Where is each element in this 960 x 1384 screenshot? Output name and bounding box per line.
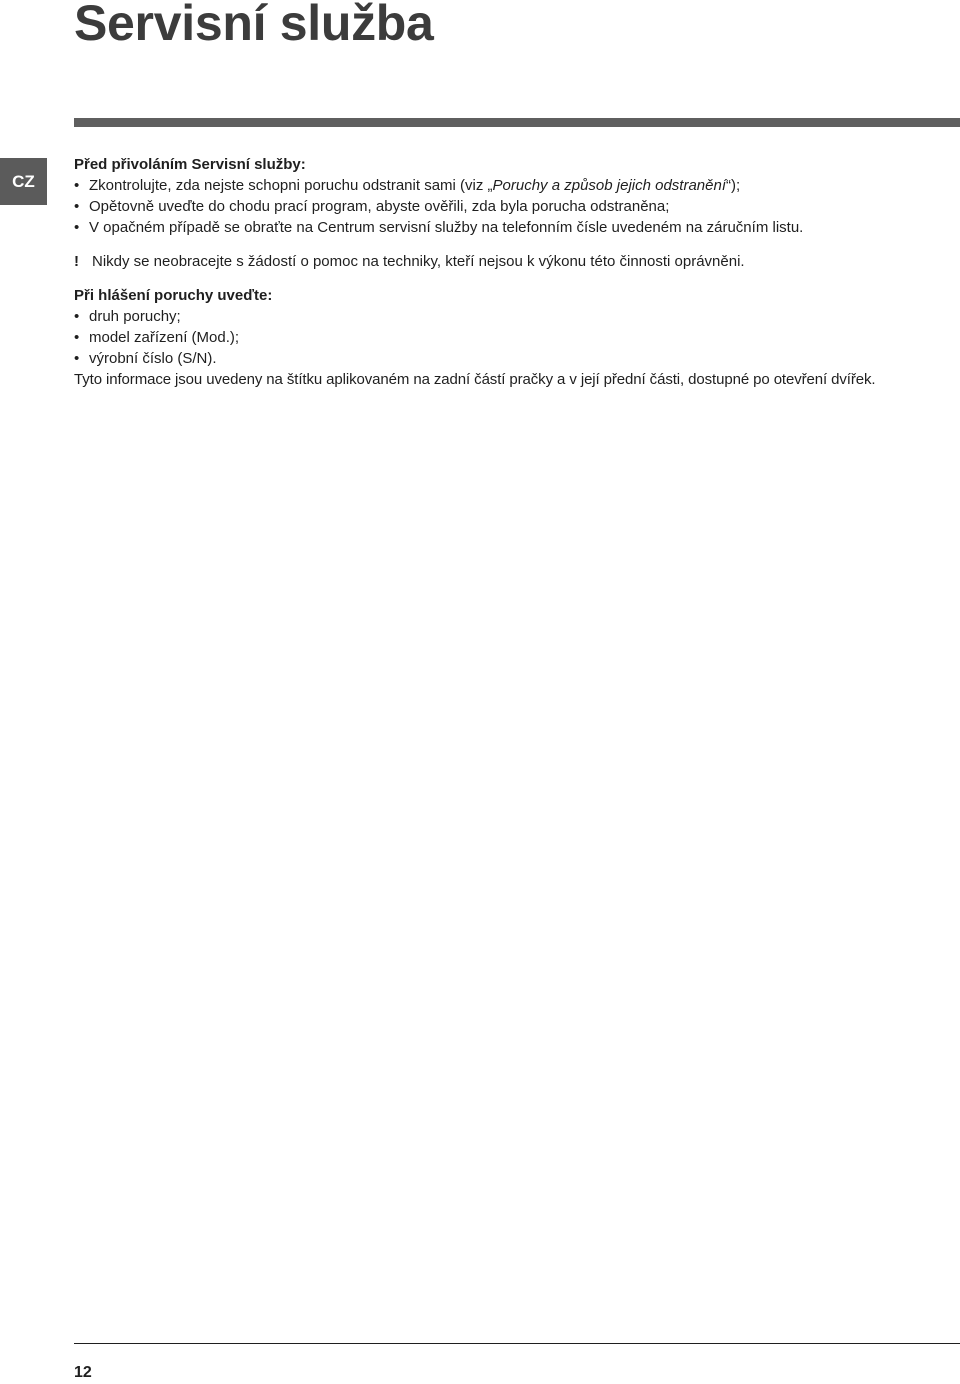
bullet-icon: • — [74, 350, 80, 367]
bullet-icon: • — [74, 308, 80, 325]
page-number: 12 — [74, 1364, 92, 1381]
list-item-text: druh poruchy; — [89, 308, 181, 325]
list-item-text: V opačném případě se obraťte na Centrum servisní služby na telefonním čísle uvedeném na záručním listu. — [89, 219, 804, 236]
report-section — [74, 285, 960, 390]
main-content — [74, 154, 960, 390]
list-item-text-end: “); — [726, 177, 741, 194]
title-divider — [74, 118, 960, 127]
footer-divider — [74, 1343, 960, 1344]
bullet-icon: • — [74, 329, 80, 346]
language-tab: CZ — [0, 158, 47, 205]
list-item-text: výrobní číslo (S/N). — [89, 350, 217, 367]
warning-note — [74, 251, 960, 272]
list-item-text: model zařízení (Mod.); — [89, 329, 240, 346]
warning-text: Nikdy se neobracejte s žádostí o pomoc na techniky, kteří nejsou k výkonu této činnosti oprávněni. — [92, 253, 745, 270]
before-call-list — [74, 175, 960, 238]
list-item — [74, 175, 960, 196]
list-item-text-start: Zkontrolujte, zda nejste schopni poruchu odstranit sami (viz „ — [89, 177, 493, 194]
exclamation-icon: ! — [74, 253, 79, 270]
list-item-text: Opětovně uveďte do chodu prací program, abyste ověřili, zda byla porucha odstraněna; — [89, 198, 670, 215]
bullet-icon: • — [74, 177, 80, 194]
label-location-note: Tyto informace jsou uvedeny na štítku aplikovaném na zadní částí pračky a v její přední části, dostupné po otevření dvířek. — [74, 371, 876, 388]
list-item — [74, 327, 960, 348]
bullet-icon: • — [74, 198, 80, 215]
list-item-reference: Poruchy a způsob jejich odstranění — [492, 177, 727, 194]
list-item — [74, 348, 960, 369]
list-item — [74, 196, 960, 217]
before-call-heading: Před přivoláním Servisní služby: — [74, 156, 306, 173]
report-heading: Při hlášení poruchy uveďte: — [74, 287, 273, 304]
list-item — [74, 217, 960, 238]
page-title: Servisní služba — [74, 0, 434, 51]
report-list — [74, 306, 960, 369]
list-item — [74, 306, 960, 327]
bullet-icon: • — [74, 219, 80, 236]
